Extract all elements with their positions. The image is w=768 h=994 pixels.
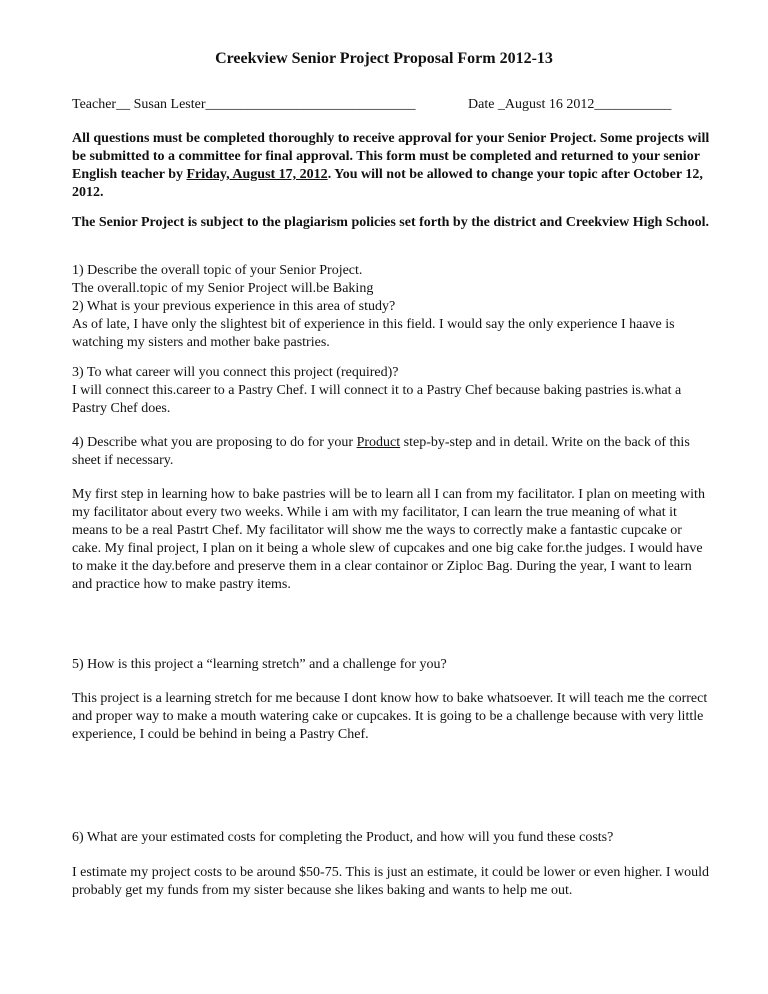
question-6: 6) What are your estimated costs for completing the Product, and how will you fund these costs?: [72, 830, 614, 845]
answer-5: This project is a learning stretch for me because I dont know how to bake whatsoever. It will teach me the correct and proper way to make a mouth watering cake or cupcakes. It is going to be a challenge because with very little experience, I could be behind in being a Pastry Chef.: [72, 691, 708, 742]
deadline-date: Friday, August 17, 2012: [186, 167, 328, 182]
instructions-text-2: . You will not be allowed to change your topic after October 12, 2012.: [72, 167, 703, 200]
answer-3: I will connect this.career to a Pastry Chef. I will connect it to a Pastry Chef because baking pastries is.what a Pastry Chef does.: [72, 383, 682, 416]
answer-6: I estimate my project costs to be around $50-75. This is just an estimate, it could be lower or even higher. I would probably get my funds from my sister because she likes baking and wants to help me out.: [72, 865, 709, 898]
plagiarism-notice: The Senior Project is subject to the plagiarism policies set forth by the district and Creekview High School.: [72, 215, 709, 230]
question-2: 2) What is your previous experience in this area of study?: [72, 299, 396, 314]
question-4-text-2: step-by-step and in detail. Write on the back of this sheet if necessary.: [72, 435, 690, 468]
answer-4: My first step in learning how to bake pastries will be to learn all I can from my facilitator. I plan on meeting with my facilitator about every two weeks. While i am with my facilitator, I can learn the true meaning of what it means to be a real Pastrt Chef. My facilitator will show me the ways to correctly make a fantastic cupcake or cake. My final project, I plan on it being a whole slew of cupcakes and one big cake for.the judges. I would have to make it the day.before and preserve them in a clear containor or Ziploc Bag. During the year, I want to learn and practice how to make pastry items.: [72, 487, 705, 592]
answer-2: As of late, I have only the slightest bit of experience in this field. I would say the only experience I haave is watching my sisters and mother bake pastries.: [72, 317, 675, 350]
question-4-text-1: 4) Describe what you are proposing to do for your: [72, 435, 357, 450]
instructions-text-1: All questions must be completed thoroughly to receive approval for your Senior Project. Some projects will be submitted to a committee for final approval. This form must be completed and returned to your senior English teacher by: [72, 131, 710, 182]
teacher-date-row: [72, 96, 712, 114]
answer-1: The overall.topic of my Senior Project will.be Baking: [72, 281, 374, 296]
question-4: [72, 434, 712, 470]
product-term: Product: [356, 435, 401, 450]
instructions-paragraph: [72, 130, 712, 202]
form-title: Creekview Senior Project Proposal Form 2012-13: [215, 50, 553, 67]
question-1: 1) Describe the overall topic of your Senior Project.: [72, 263, 363, 278]
question-3: 3) To what career will you connect this project (required)?: [72, 365, 399, 380]
question-5: 5) How is this project a “learning stretch” and a challenge for you?: [72, 657, 447, 672]
date-field: Date _August 16 2012___________: [468, 97, 672, 112]
teacher-field: Teacher__ Susan Lester______________________________: [72, 97, 416, 112]
